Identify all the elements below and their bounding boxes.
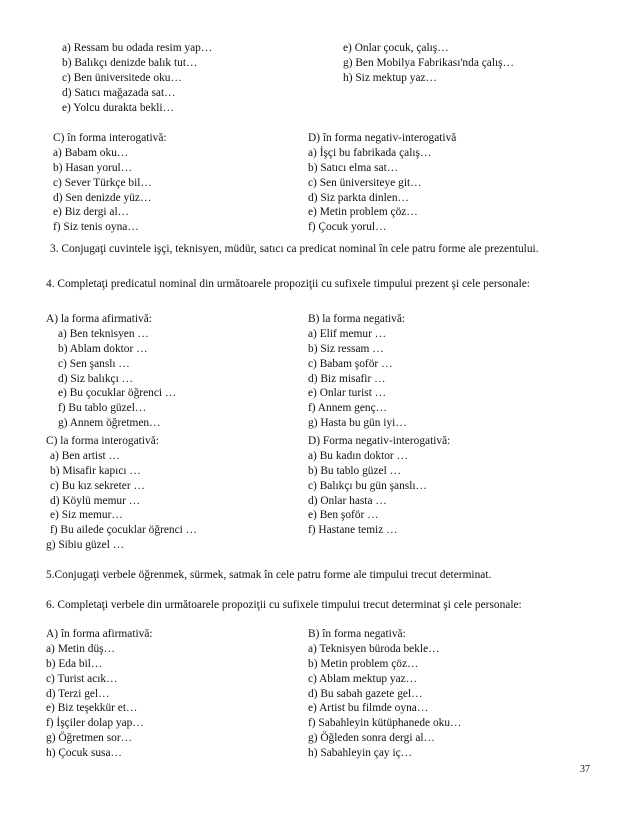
list-item: e) Bu çocuklar öğrenci …: [58, 387, 177, 400]
list-item: c) Sen şanslı …: [58, 357, 130, 370]
section-a-affirmative: [46, 312, 176, 431]
list-item: h) Çocuk susa…: [46, 747, 122, 760]
list-item: b) Satıcı elma sat…: [308, 161, 399, 174]
section-title: B) la forma negativă:: [308, 313, 406, 325]
list-item: b) Metin problem çöz…: [308, 657, 419, 670]
list-item: d) Onlar hasta …: [308, 494, 387, 507]
list-item: c) Babam şoför …: [308, 357, 393, 370]
list-item: d) Siz parkta dinlen…: [308, 191, 409, 204]
list-item: f) Bu tablo güzel…: [58, 402, 147, 415]
list-item: f) Annem genç…: [308, 402, 388, 415]
section-b-negative: [308, 312, 407, 431]
exercise-4: 4. Completaţi predicatul nominal din următoarele propoziţii cu sufixele timpului prezent şi cele personale:: [46, 278, 530, 290]
list-item: b) Siz ressam …: [308, 342, 384, 355]
list-item: c) Sen üniversiteye git…: [308, 176, 422, 189]
list-item: e) Biz dergi al…: [53, 206, 130, 219]
list-item: h) Sabahleyin çay iç…: [308, 747, 413, 760]
list-item: e) Yolcu durakta bekli…: [62, 101, 174, 114]
list-item: e) Onlar turist …: [308, 387, 387, 400]
list-item: g) Öğretmen sor…: [46, 732, 133, 745]
section-b6-negative: [308, 627, 461, 761]
list-item: a) Ressam bu odada resim yap…: [62, 42, 213, 54]
list-item: b) Hasan yorul…: [53, 161, 133, 174]
list-item: g) Ben Mobilya Fabrikası'nda çalış…: [343, 56, 514, 69]
list-item: f) Hastane temiz …: [308, 524, 398, 537]
list-item: c) Ben üniversitede oku…: [62, 71, 182, 84]
list-item: b) Balıkçı denizde balık tut…: [62, 56, 198, 69]
list-item: d) Sen denizde yüz…: [53, 191, 152, 204]
list-item: h) Siz mektup yaz…: [343, 71, 437, 84]
list-item: b) Misafir kapıcı …: [50, 464, 141, 477]
list-item: a) İşçi bu fabrikada çalış…: [308, 146, 432, 159]
list-item: e) Onlar çocuk, çalış…: [343, 42, 449, 54]
list-item: a) Elif memur …: [308, 327, 387, 340]
list-item: f) Siz tenis oyna…: [53, 221, 139, 234]
list-item: e) Artist bu filmde oyna…: [308, 702, 429, 715]
list-item: a) Metin düş…: [46, 642, 115, 655]
exercise-3: 3. Conjugaţi cuvintele işçi, teknisyen, müdür, satıcı ca predicat nominal în cele patru forme ale prezentului.: [50, 243, 539, 255]
section-title: C) la forma interogativă:: [46, 435, 159, 447]
list-item: a) Ben artist …: [50, 449, 120, 462]
section-d4-negative-interrogative: [308, 434, 450, 538]
section-title: A) la forma afirmativă:: [46, 313, 152, 325]
section-title: D) în forma negativ-interogativă: [308, 132, 457, 144]
list-item: d) Köylü memur …: [50, 494, 141, 507]
section-c-interrogative: [53, 131, 167, 235]
list-item: f) Bu ailede çocuklar öğrenci …: [50, 524, 198, 537]
list-item: d) Terzi gel…: [46, 687, 110, 700]
list-item: b) Bu tablo güzel …: [308, 464, 402, 477]
list-item: f) İşçiler dolap yap…: [46, 717, 144, 730]
top-right-list: [343, 41, 514, 86]
exercise-6: 6. Completaţi verbele din următoarele propoziţii cu sufixele timpului trecut determinat şi cele personale:: [46, 599, 522, 611]
section-a6-affirmative: [46, 627, 153, 761]
list-item: f) Çocuk yorul…: [308, 221, 387, 234]
section-title: C) în forma interogativă:: [53, 132, 167, 144]
list-item: e) Biz teşekkür et…: [46, 702, 138, 715]
list-item: d) Siz balıkçı …: [58, 372, 133, 385]
list-item: c) Ablam mektup yaz…: [308, 672, 418, 685]
list-item: c) Bu kız sekreter …: [50, 479, 145, 492]
section-title: B) în forma negativă:: [308, 628, 406, 640]
section-title: D) Forma negativ-interogativă:: [308, 435, 451, 447]
list-item: d) Satıcı mağazada sat…: [62, 86, 176, 99]
list-item: g) Sibiu güzel …: [46, 539, 125, 552]
list-item: c) Balıkçı bu gün şanslı…: [308, 479, 427, 492]
list-item: d) Biz misafir …: [308, 372, 386, 385]
page-number: 37: [580, 764, 590, 775]
list-item: b) Eda bil…: [46, 657, 103, 670]
list-item: e) Ben şoför …: [308, 509, 379, 522]
list-item: d) Bu sabah gazete gel…: [308, 687, 423, 700]
list-item: a) Ben teknisyen …: [58, 327, 149, 340]
list-item: g) Öğleden sonra dergi al…: [308, 732, 435, 745]
list-item: g) Hasta bu gün iyi…: [308, 417, 407, 430]
section-c4-interrogative: [46, 434, 197, 553]
top-left-list: [62, 41, 212, 115]
list-item: a) Bu kadın doktor …: [308, 449, 408, 462]
section-d-negative-interrogative: [308, 131, 456, 235]
list-item: c) Sever Türkçe bil…: [53, 176, 152, 189]
section-title: A) în forma afirmativă:: [46, 628, 153, 640]
exercise-5: 5.Conjugaţi verbele öğrenmek, sürmek, satmak în cele patru forme ale timpului trecut determinat.: [46, 569, 492, 581]
list-item: b) Ablam doktor …: [58, 342, 148, 355]
list-item: e) Metin problem çöz…: [308, 206, 418, 219]
list-item: f) Sabahleyin kütüphanede oku…: [308, 717, 462, 730]
list-item: c) Turist acık…: [46, 672, 118, 685]
list-item: a) Babam oku…: [53, 146, 129, 159]
list-item: e) Siz memur…: [50, 509, 123, 522]
list-item: a) Teknisyen büroda bekle…: [308, 642, 440, 655]
list-item: g) Annem öğretmen…: [58, 417, 161, 430]
